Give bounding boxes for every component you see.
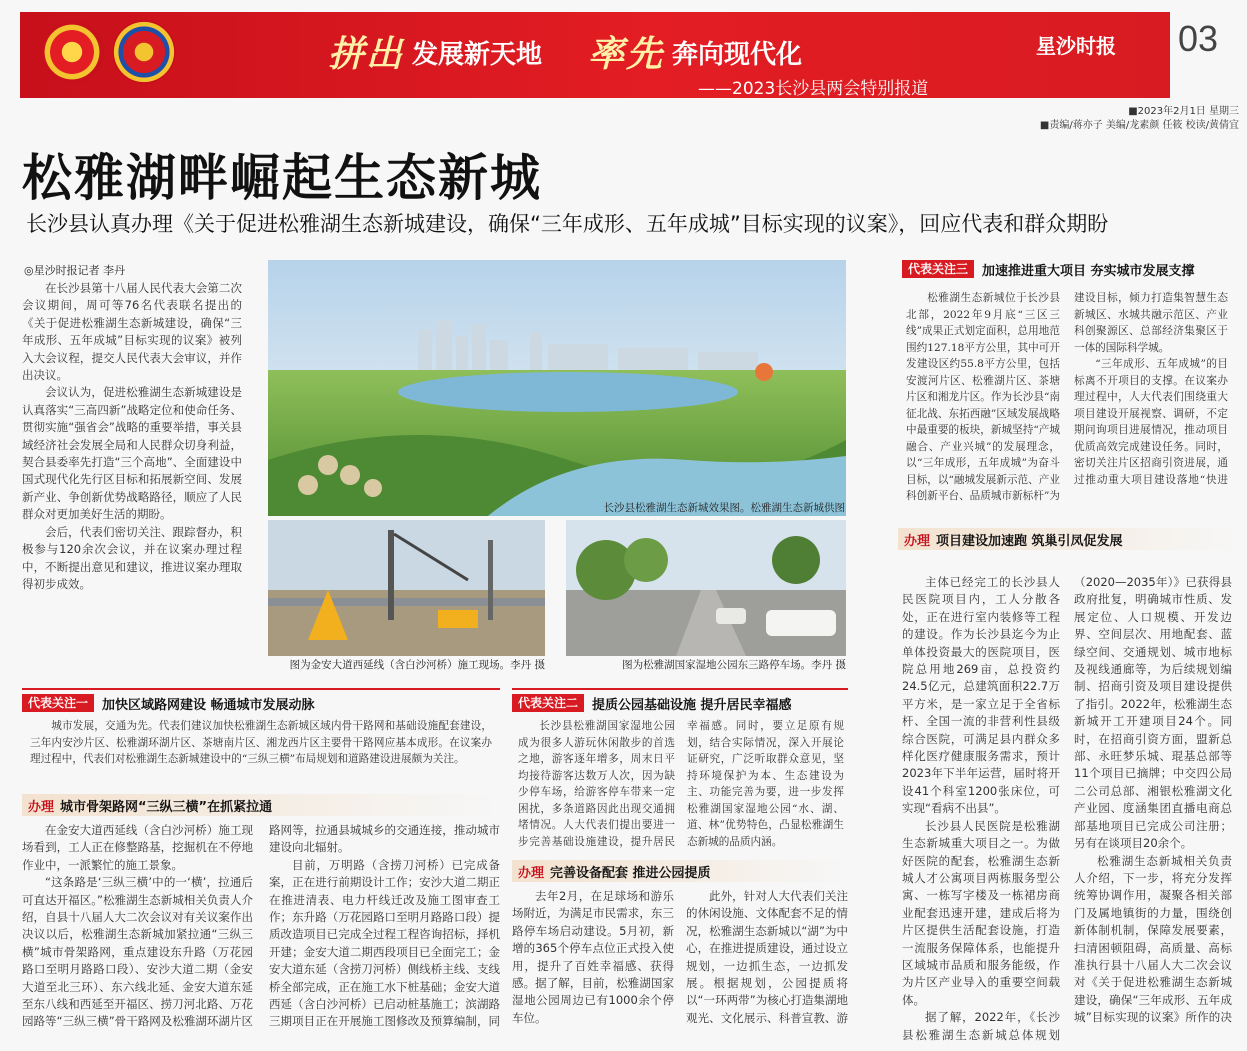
focus2-paragraph: 此外，针对人大代表们关注的休闲设施、文体配套不足的情况，松雅湖生态新城以“湖”为中心，在推进提质建设，通过设立规划，一边抓生态，一边抓发展。根据规划，公园提质将以“一环两带”为核心打造集湖地观光、文化展示、科普宣教、游 [686, 889, 848, 1025]
banner-subtitle: ——2023长沙县两会特别报道 [698, 79, 929, 99]
editor-credits: ■责编/蒋亦子 美编/龙素颜 任筱 校读/黄倩宜 [1039, 120, 1239, 131]
national-emblem-icon [40, 20, 104, 84]
focus3-paragraph: 松雅湖生态新城相关负责人介绍，下一步，将充分发挥统筹协调作用，凝聚各相关部门及属地镇街的力量，围绕创新体制机制，保障发展要素，扫清困顿阻碍，高质量、高标准执行县十八届人大二次会议对《关于促进松雅湖生态新城建设，确保“三年成形、五年成城”目标实现的议案》所作的决 [1074, 853, 1232, 1025]
focus3-lead [906, 290, 1228, 518]
focus2-sub-title: 完善设备配套 推进公园提质 [550, 865, 711, 881]
parking-photo-caption: 图为松雅湖国家湿地公园东三路停车场。李丹 摄 [622, 659, 846, 671]
newspaper-brand: 星沙时报 [1036, 34, 1116, 58]
page-title: 松雅湖畔崛起生态新城 [22, 149, 542, 207]
focus1-body [22, 822, 500, 1047]
intro-paragraph: 在长沙县第十八届人民代表大会第二次会议期间，周可等76名代表联名提出的《关于促进松雅湖生态新城建设，确保“三年成形、五年成城”目标实现的议案》被列入大会议程，提交人民代表大会审议，并作出决议。 [22, 281, 242, 383]
intro-paragraph: 会议认为，促进松雅湖生态新城建设是认真落实“三高四新”战略定位和使命任务、贯彻实施“强省会”战略的重要举措，事关县域经济社会发展全局和人民群众切身利益，契合县委率先打造“三个高地”、全面建设中国式现代化先行区目标和拓展新空间、发展新产业、争创新优势战略路径，顺应了人民群众对更加美好生活的期盼。 [22, 385, 242, 522]
focus2-lead [518, 718, 844, 850]
focus3-header [902, 258, 1195, 280]
focus2-lead-text: 长沙县松雅湖国家湿地公园成为很多人游玩休闲散步的首选之地，游客逐年增多，周末日平均接待游客达数万人次，因为缺少停车场，给游客停车带来一定困扰，多条道路因此出现交通拥堵情况。人大代表们提出要进一步完善基础设施建设，提升居民幸福感。同时，要立足原有规划，结合实际情况，深入开展论证研究，广泛听取群众意见，坚持环境保护为本、生态建设为主、功能完善为要，进一步发挥松雅湖国家湿地公园“水、湖、道、林”优势特色，凸显松雅湖生态新城的品质内涵。 [518, 720, 844, 848]
focus3-paragraph: 据了解，2022年，《长沙县松雅湖生态新城总体规划（2020—2035年）》已获得县政府批复，明确城市性质、发展定位、人口规模、开发边界、空间层次、用地配套、蓝绿空间、交通规划、城市地标及视线通廊等，为后续规划编制、招商引资及项目建设提供了指引。2022年，松雅湖生态新城开工开建项目24个。同时，在招商引资方面，盟新总部、永旺梦乐城、琨基总部等11个项目已摘牌；中交四公局二公司总部、湘银松雅湖文化产业园、度涵集团直播电商总部基地项目已完成公司注册；另有在谈项目20余个。 [902, 575, 1232, 1042]
focus1-sub-tag: 办理 [28, 799, 55, 815]
focus1-paragraph: “这条路是‘三纵三横’中的一‘横’，拉通后可直达开福区。”松雅湖生态新城相关负责人介绍，自县十八届人大二次会议对有关议案作出决议以后，松雅湖生态新城加紧拉通“三纵三横”城市骨架路网，重点建设东升路（万花园路口至明月路路口段）、安沙大道二期（金安大道至北三环）、东六线北延、金安大道东延至东八线和西延至开福区、捞刀河北路、万花园路等“三纵三横”骨干路网及松雅湖环湖片区路网等，拉通县城城乡的交通连接，推动城市建设向北辐射。 [22, 823, 500, 1029]
intro-paragraph: 会后，代表们密切关注、跟踪督办，积极参与120余次会议，并在议案办理过程中，不断提出意见和建议，推进议案办理取得初步成效。 [22, 524, 242, 591]
intro-text [22, 280, 242, 650]
focus3-tag: 代表关注三 [902, 260, 974, 278]
city-rendering-photo [268, 260, 846, 516]
focus1-tag: 代表关注一 [22, 694, 94, 712]
banner-word-2: 率先 [588, 33, 665, 75]
byline: ◎星沙时报记者 李丹 [24, 264, 126, 277]
focus3-sub-header [898, 528, 1238, 550]
construction-photo-caption: 图为金安大道西延线（含白沙河桥）施工现场。李丹 摄 [289, 659, 545, 671]
focus2-header [512, 692, 792, 714]
section-divider [22, 688, 500, 690]
masthead-banner [20, 12, 1170, 98]
banner-phrase-2: 奔向现代化 [672, 40, 803, 70]
banner-phrase-1: 发展新天地 [412, 40, 543, 70]
banner-word-1: 拼出 [328, 33, 405, 75]
focus3-sub-tag: 办理 [904, 533, 931, 549]
focus3-body [902, 574, 1232, 1048]
focus2-paragraph: 去年2月，在足球场和游乐场附近，为满足市民需求，东三路停车场启动建设。5月初，新增的365个停车点位正式投入使用，提升了百姓幸福感、获得感。据了解，目前，松雅湖国家湿地公园周边已有1000余个停车位。 [512, 889, 674, 1025]
focus1-paragraph: 目前，万明路（含捞刀河桥）已完成备案，正在进行前期设计工作；安沙大道二期正在推进清表、电力杆线迁改及施工图审查工作；东升路（万花园路口至明月路路口段）提质改造项目已完成全过程工程咨询招标，择机开建；金安大道二期西段项目已全面完工；金安大道东延（含捞刀河桥）侧线桥主线、支线桥全部完成，正在施工水下桩基础；金安大道西延（含白沙河桥）已启动桩基施工；滨湖路三期项目正在开展施工图修改及预算编制，同 [269, 857, 500, 1029]
focus1-lead-text: 城市发展，交通为先。代表们建议加快松雅湖生态新城区域内骨干路网和基础设施配套建设，三年内安沙片区、松雅湖环湖片区、茶塘南片区、湘龙西片区主要骨干路网应基本成形。在议案办理过程中，代表们对松雅湖生态新城建设中的“三纵三横”布局规划和道路建设进展颇为关注。 [30, 720, 492, 765]
focus3-paragraph: 主体已经完工的长沙县人民医院项目内，工人分散各处，正在进行室内装修等工程的建设。作为长沙县迄今为止单体投资最大的医院项目，医院总用地269亩，总投资约24.5亿元，总建筑面积22.7万平方米，是一家立足于全省标杆、全国一流的非营利性县级综合医院，可满足县内群众多样化医疗健康服务需求，预计2023年下半年运营，届时将开设41个科室1200张床位，可实现“看病不出县”。 [902, 575, 1060, 816]
focus1-header [22, 692, 315, 714]
focus2-sub-header [512, 860, 848, 882]
main-photo-caption: 长沙县松雅湖生态新城效果图。松雅湖生态新城供图 [603, 502, 845, 514]
focus1-paragraph: 在金安大道西延线（含白沙河桥）施工现场看到，工人正在修整路基，挖掘机在不停地作业中，一派繁忙的施工景象。 [22, 823, 253, 872]
focus2-body [512, 888, 848, 1048]
focus3-lead-text: “三年成形、五年成城”的目标离不开项目的支撑。在议案办理过程中，人大代表们围绕重大项目建设开展视察、调研，不定期问询项目进展情况，推动项目优质高效完成建设任务。同时，密切关注片区招商引资进展，通过推动重大项目建设落地“快进 [1074, 358, 1228, 486]
construction-site-photo [268, 520, 545, 656]
focus3-lead-text: 松雅湖生态新城位于长沙县北部，2022年9月底“三区三线”成果正式划定面积，总用地范围约127.18平方公里，其中可开发建设区约55.8平方公里，包括安渡河片区、松雅湖片区、茶塘片区和湘龙片区。作为长沙县“南征北战、东拓西融”区域发展战略中最重要的板块，新城坚持“产城融合、产业兴城”的发展理念，以“三年成形，五年成城”为奋斗目标，以“融城发展新示范、产业科创新平台、品质城市新标杆”为建设目标，倾力打造集智慧生态新城区、水城共融示范区、产业科创聚源区、总部经济集聚区于一体的国际科学城。 [906, 292, 1228, 502]
cppcc-emblem-icon [112, 20, 176, 84]
focus1-sub-header [22, 794, 500, 816]
focus2-tag: 代表关注二 [512, 694, 584, 712]
focus2-title: 提质公园基础设施 提升居民幸福感 [592, 697, 792, 713]
focus3-paragraph: 长沙县人民医院是松雅湖生态新城重大项目之一。为做好医院的配套，松雅湖生态新城人才公寓项目两栋服务型公寓、一栋写字楼及一栋裙房商业配套迅速开建，建成后将为片区提供生活配套设施，打造一流服务保障体系，也能提升区域城市品质和服务能级，作为片区产业导入的重要空间载体。 [902, 818, 1060, 1007]
page-subtitle: 长沙县认真办理《关于促进松雅湖生态新城建设，确保“三年成形、五年成城”目标实现的议案》，回应代表和群众期盼 [26, 212, 1109, 236]
focus1-lead [30, 718, 492, 768]
section-divider [512, 688, 848, 690]
focus3-title: 加速推进重大项目 夯实城市发展支撑 [982, 263, 1195, 279]
parking-lot-photo [566, 520, 846, 656]
focus1-title: 加快区域路网建设 畅通城市发展动脉 [102, 697, 315, 713]
page-number: 03 [1178, 18, 1219, 59]
focus2-sub-tag: 办理 [518, 865, 545, 881]
issue-date: ■2023年2月1日 星期三 [1128, 106, 1239, 117]
focus3-sub-title: 项目建设加速跑 筑巢引凤促发展 [936, 533, 1123, 549]
focus1-sub-title: 城市骨架路网“三纵三横”在抓紧拉通 [60, 799, 273, 815]
